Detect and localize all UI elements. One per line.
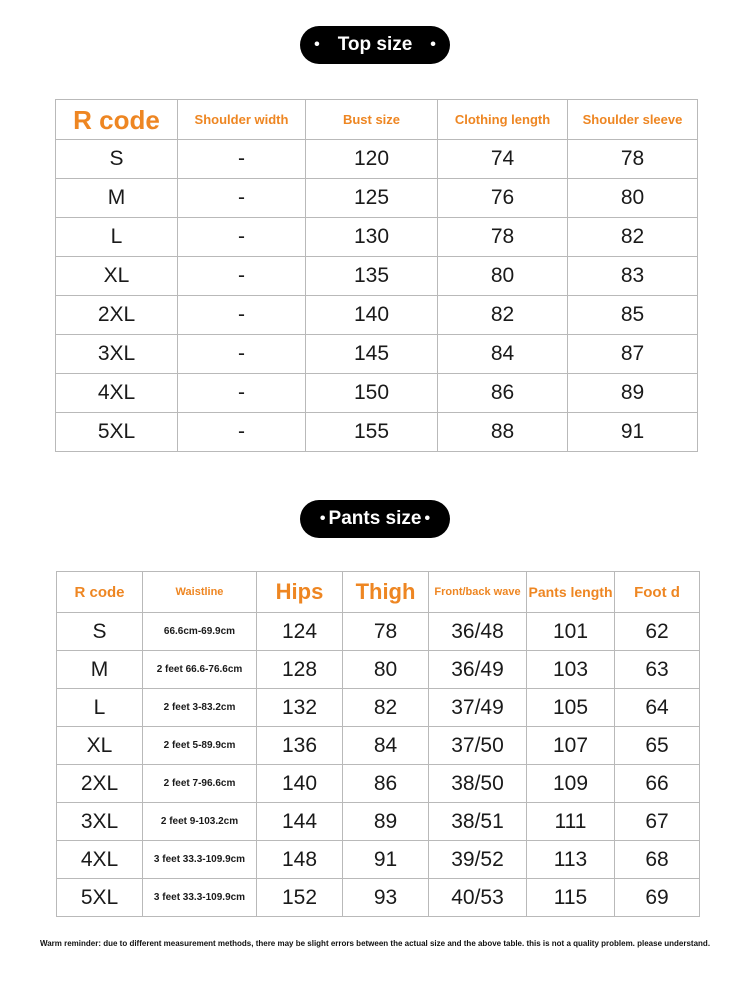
cell-hips: 144 xyxy=(257,803,343,841)
cell-clothing-length: 88 xyxy=(438,413,568,452)
cell-shoulder-width: - xyxy=(178,140,306,179)
cell-size-code: 2XL xyxy=(57,765,143,803)
cell-shoulder-sleeve: 78 xyxy=(568,140,698,179)
cell-bust-size: 135 xyxy=(306,257,438,296)
cell-shoulder-sleeve: 83 xyxy=(568,257,698,296)
cell-clothing-length: 76 xyxy=(438,179,568,218)
cell-hips: 128 xyxy=(257,651,343,689)
cell-clothing-length: 78 xyxy=(438,218,568,257)
cell-waistline: 3 feet 33.3-109.9cm xyxy=(143,841,257,879)
cell-size-code: 5XL xyxy=(56,413,178,452)
header-pants-length: Pants length xyxy=(527,572,615,613)
cell-front-back-wave: 36/48 xyxy=(429,613,527,651)
cell-thigh: 89 xyxy=(343,803,429,841)
cell-pants-length: 111 xyxy=(527,803,615,841)
table-row xyxy=(56,218,698,257)
cell-size-code: L xyxy=(56,218,178,257)
cell-size-code: XL xyxy=(56,257,178,296)
cell-foot-d: 62 xyxy=(615,613,700,651)
table-row xyxy=(57,689,700,727)
warm-reminder-note: Warm reminder: due to different measurement methods, there may be slight errors between the actual size and the above table. this is not a quality problem. please understand. xyxy=(39,939,711,948)
cell-waistline: 2 feet 5-89.9cm xyxy=(143,727,257,765)
cell-front-back-wave: 38/51 xyxy=(429,803,527,841)
cell-foot-d: 65 xyxy=(615,727,700,765)
cell-bust-size: 125 xyxy=(306,179,438,218)
top-size-title xyxy=(300,26,450,64)
header-thigh: Thigh xyxy=(343,572,429,613)
cell-size-code: M xyxy=(57,651,143,689)
cell-hips: 136 xyxy=(257,727,343,765)
cell-shoulder-sleeve: 87 xyxy=(568,335,698,374)
cell-pants-length: 115 xyxy=(527,879,615,917)
cell-thigh: 78 xyxy=(343,613,429,651)
cell-size-code: 4XL xyxy=(56,374,178,413)
cell-foot-d: 63 xyxy=(615,651,700,689)
header-r-code: R code xyxy=(57,572,143,613)
cell-shoulder-sleeve: 80 xyxy=(568,179,698,218)
cell-shoulder-width: - xyxy=(178,413,306,452)
cell-hips: 132 xyxy=(257,689,343,727)
header-bust-size: Bust size xyxy=(306,100,438,140)
cell-shoulder-width: - xyxy=(178,218,306,257)
bullet-dot-icon: • xyxy=(314,36,320,53)
cell-hips: 140 xyxy=(257,765,343,803)
table-row xyxy=(56,257,698,296)
cell-foot-d: 68 xyxy=(615,841,700,879)
cell-clothing-length: 74 xyxy=(438,140,568,179)
cell-waistline: 3 feet 33.3-109.9cm xyxy=(143,879,257,917)
cell-size-code: 5XL xyxy=(57,879,143,917)
bullet-dot-icon: • xyxy=(430,36,436,53)
cell-shoulder-sleeve: 91 xyxy=(568,413,698,452)
table-row xyxy=(56,374,698,413)
cell-pants-length: 113 xyxy=(527,841,615,879)
cell-front-back-wave: 36/49 xyxy=(429,651,527,689)
cell-bust-size: 120 xyxy=(306,140,438,179)
cell-size-code: L xyxy=(57,689,143,727)
cell-pants-length: 105 xyxy=(527,689,615,727)
header-shoulder-width: Shoulder width xyxy=(178,100,306,140)
cell-bust-size: 140 xyxy=(306,296,438,335)
cell-size-code: S xyxy=(56,140,178,179)
cell-bust-size: 155 xyxy=(306,413,438,452)
cell-clothing-length: 86 xyxy=(438,374,568,413)
table-row xyxy=(57,613,700,651)
table-row xyxy=(56,335,698,374)
cell-shoulder-width: - xyxy=(178,296,306,335)
cell-bust-size: 130 xyxy=(306,218,438,257)
cell-waistline: 2 feet 7-96.6cm xyxy=(143,765,257,803)
cell-thigh: 80 xyxy=(343,651,429,689)
table-row xyxy=(56,140,698,179)
header-waistline: Waistline xyxy=(143,572,257,613)
table-row xyxy=(56,413,698,452)
cell-size-code: S xyxy=(57,613,143,651)
table-row xyxy=(57,841,700,879)
cell-thigh: 91 xyxy=(343,841,429,879)
table-row xyxy=(56,179,698,218)
cell-foot-d: 69 xyxy=(615,879,700,917)
cell-bust-size: 150 xyxy=(306,374,438,413)
cell-shoulder-width: - xyxy=(178,335,306,374)
cell-hips: 152 xyxy=(257,879,343,917)
cell-pants-length: 103 xyxy=(527,651,615,689)
cell-clothing-length: 82 xyxy=(438,296,568,335)
header-r-code: R code xyxy=(56,100,178,140)
cell-shoulder-width: - xyxy=(178,179,306,218)
cell-front-back-wave: 40/53 xyxy=(429,879,527,917)
cell-thigh: 93 xyxy=(343,879,429,917)
cell-waistline: 2 feet 3-83.2cm xyxy=(143,689,257,727)
cell-pants-length: 107 xyxy=(527,727,615,765)
cell-front-back-wave: 39/52 xyxy=(429,841,527,879)
pants-size-table xyxy=(56,571,700,917)
table-row xyxy=(57,765,700,803)
cell-clothing-length: 80 xyxy=(438,257,568,296)
cell-waistline: 66.6cm-69.9cm xyxy=(143,613,257,651)
cell-size-code: XL xyxy=(57,727,143,765)
cell-waistline: 2 feet 66.6-76.6cm xyxy=(143,651,257,689)
header-clothing-length: Clothing length xyxy=(438,100,568,140)
cell-foot-d: 64 xyxy=(615,689,700,727)
cell-size-code: 2XL xyxy=(56,296,178,335)
cell-shoulder-sleeve: 85 xyxy=(568,296,698,335)
cell-foot-d: 66 xyxy=(615,765,700,803)
table-row xyxy=(56,296,698,335)
top-size-table xyxy=(55,99,698,452)
header-foot-d: Foot d xyxy=(615,572,700,613)
cell-front-back-wave: 38/50 xyxy=(429,765,527,803)
cell-thigh: 84 xyxy=(343,727,429,765)
table-row xyxy=(57,879,700,917)
cell-shoulder-width: - xyxy=(178,257,306,296)
bullet-dot-icon: • xyxy=(424,510,431,527)
cell-foot-d: 67 xyxy=(615,803,700,841)
pants-size-title-text: Pants size xyxy=(328,508,422,529)
cell-hips: 148 xyxy=(257,841,343,879)
cell-bust-size: 145 xyxy=(306,335,438,374)
table-header-row xyxy=(57,572,700,613)
cell-size-code: 3XL xyxy=(57,803,143,841)
cell-pants-length: 109 xyxy=(527,765,615,803)
table-header-row xyxy=(56,100,698,140)
cell-waistline: 2 feet 9-103.2cm xyxy=(143,803,257,841)
cell-size-code: 4XL xyxy=(57,841,143,879)
cell-thigh: 86 xyxy=(343,765,429,803)
cell-front-back-wave: 37/50 xyxy=(429,727,527,765)
header-front-back-wave: Front/back wave xyxy=(429,572,527,613)
pants-size-title xyxy=(300,500,450,538)
cell-clothing-length: 84 xyxy=(438,335,568,374)
cell-shoulder-width: - xyxy=(178,374,306,413)
table-row xyxy=(57,651,700,689)
cell-pants-length: 101 xyxy=(527,613,615,651)
table-row xyxy=(57,803,700,841)
table-row xyxy=(57,727,700,765)
cell-shoulder-sleeve: 82 xyxy=(568,218,698,257)
top-size-title-text: Top size xyxy=(337,34,413,55)
cell-front-back-wave: 37/49 xyxy=(429,689,527,727)
cell-thigh: 82 xyxy=(343,689,429,727)
header-shoulder-sleeve: Shoulder sleeve xyxy=(568,100,698,140)
cell-shoulder-sleeve: 89 xyxy=(568,374,698,413)
cell-size-code: M xyxy=(56,179,178,218)
cell-size-code: 3XL xyxy=(56,335,178,374)
cell-hips: 124 xyxy=(257,613,343,651)
header-hips: Hips xyxy=(257,572,343,613)
bullet-dot-icon: • xyxy=(319,510,326,527)
